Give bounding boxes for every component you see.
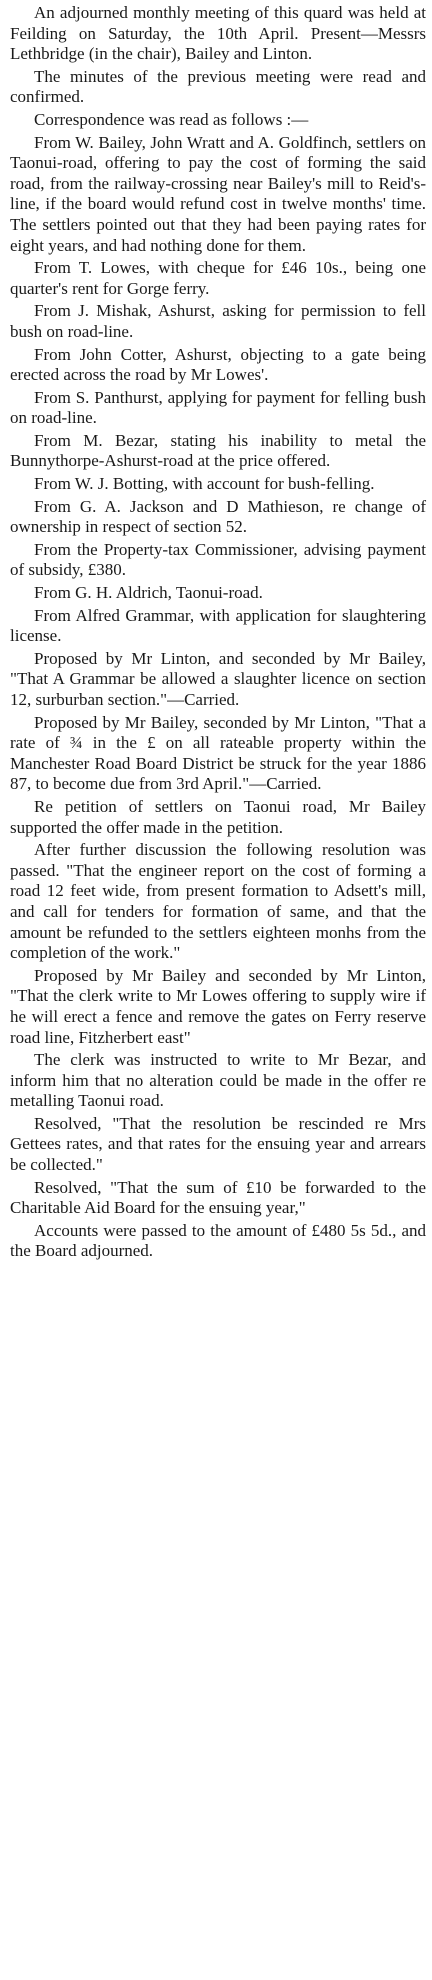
article-paragraph: From John Cotter, Ashurst, objecting to a gate being erected across the road by Mr Lowes'. [10, 344, 426, 385]
article-paragraph: Proposed by Mr Bailey, seconded by Mr Linton, "That a rate of ¾ in the £ on all rateable property within the Manchester Road Board District be struck for the year 1886 87, to become due from 3rd April."—Carried. [10, 712, 426, 794]
article-paragraph: An adjourned monthly meeting of this quard was held at Feilding on Saturday, the 10th April. Present—Messrs Lethbridge (in the chair), Bailey and Linton. [10, 3, 426, 64]
article-paragraph: Re petition of settlers on Taonui road, Mr Bailey supported the offer made in the petition. [10, 796, 426, 837]
article-paragraph: Proposed by Mr Linton, and seconded by Mr Bailey, "That A Grammar be allowed a slaughter licence on section 12, surburban section."—Carried. [10, 648, 426, 709]
article-paragraph: The clerk was instructed to write to Mr Bezar, and inform him that no alteration could be made in the offer re metalling Taonui road. [10, 1050, 426, 1111]
article-paragraph: From W. J. Botting, with account for bush-felling. [34, 474, 375, 494]
article-paragraph: From J. Mishak, Ashurst, asking for permission to fell bush on road-line. [10, 301, 426, 341]
article-paragraph: Correspondence was read as follows :— [34, 109, 309, 129]
article-paragraph: From G. A. Jackson and D Mathieson, re change of ownership in respect of section 52. [10, 496, 426, 537]
article-paragraph: From M. Bezar, stating his inability to metal the Bunnythorpe-Ashurst-road at the price offered. [10, 430, 426, 471]
article-paragraph: After further discussion the following resolution was passed. "That the engineer report on the cost of forming a road 12 feet wide, from present formation to Adsett's mill, and call for tenders for formation of same, and that the amount be refunded to the settlers eighteen monhs from the completion of the work." [10, 840, 426, 963]
article-paragraph: Resolved, "That the resolution be rescinded re Mrs Gettees rates, and that rates for the ensuing year and arrears be collected." [10, 1113, 426, 1175]
article-paragraph: From Alfred Grammar, with application for slaughtering license. [10, 605, 426, 646]
article-paragraph: Proposed by Mr Bailey and seconded by Mr Linton, "That the clerk write to Mr Lowes offering to supply wire if he will erect a fence and remove the gates on Ferry reserve road line, Fitzherbert east" [10, 965, 426, 1047]
article-paragraph: From W. Bailey, John Wratt and A. Goldfinch, settlers on Taonui-road, offering to pay the cost of forming the said road, from the railway-crossing near Bailey's mill to Reid's-line, if the board would refund cost in twelve months' time. The settlers pointed out that they had been paying rates for eight years, and had nothing done for them. [10, 132, 426, 255]
article-paragraph: Resolved, "That the sum of £10 be forwarded to the Charitable Aid Board for the ensuing year," [10, 1177, 426, 1218]
article-paragraph: From the Property-tax Commissioner, advising payment of subsidy, £380. [10, 539, 426, 580]
article-paragraph: The minutes of the previous meeting were read and confirmed. [10, 66, 426, 107]
article-paragraph: Accounts were passed to the amount of £480 5s 5d., and the Board adjourned. [10, 1220, 426, 1261]
article-paragraph: From G. H. Aldrich, Taonui-road. [34, 583, 263, 603]
article-paragraph: From S. Panthurst, applying for payment for felling bush on road-line. [10, 387, 426, 428]
article-paragraph: From T. Lowes, with cheque for £46 10s., being one quarter's rent for Gorge ferry. [10, 258, 426, 298]
